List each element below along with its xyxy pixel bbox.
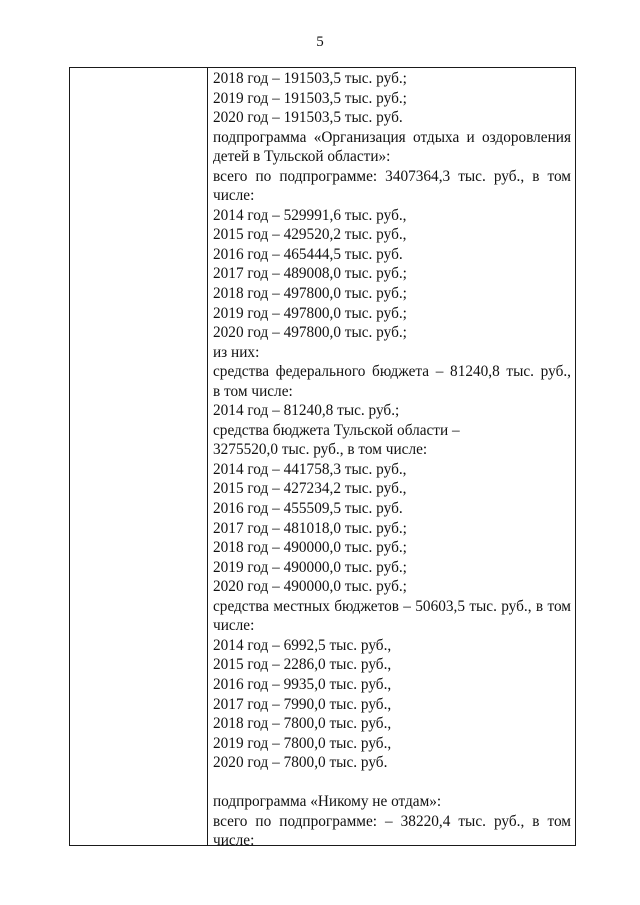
text-line: 2014 год – 529991,6 тыс. руб., [213,206,407,224]
text-line: 2017 год – 489008,0 тыс. руб.; [213,265,407,283]
text-line: в том числе: [213,382,293,400]
text-line: 2017 год – 7990,0 тыс. руб., [213,695,392,713]
blank-line [213,773,571,793]
text-line: всего по подпрограмме: 3407364,3 тыс. руб., в том [213,167,571,185]
text-line: 2020 год – 191503,5 тыс. руб. [213,109,403,127]
text-line: числе: [213,617,255,635]
text-line: 2018 год – 497800,0 тыс. руб.; [213,285,407,303]
text-line: 2018 год – 191503,5 тыс. руб.; [213,70,407,87]
text-line: подпрограмма «Никому не отдам»: [213,793,442,811]
text-line: 2015 год – 2286,0 тыс. руб., [213,656,392,674]
text-line: средства местных бюджетов – 50603,5 тыс. руб., в том [213,597,571,615]
text-line: 3275520,0 тыс. руб., в том числе: [213,441,428,459]
text-line: детей в Тульской области»: [213,148,391,166]
text-line: 2016 год – 9935,0 тыс. руб., [213,675,392,693]
page-number: 5 [316,34,324,50]
text-line: 2018 год – 490000,0 тыс. руб.; [213,539,407,557]
text-line: подпрограмма «Организация отдыха и оздоровления [213,128,571,146]
text-line: 2020 год – 7800,0 тыс. руб. [213,754,388,772]
text-line: числе: [213,187,255,205]
table-right-cell [208,68,575,851]
text-line: 2020 год – 490000,0 тыс. руб.; [213,578,407,596]
text-line: 2015 год – 429520,2 тыс. руб., [213,226,407,244]
text-line: 2015 год – 427234,2 тыс. руб., [213,480,407,498]
text-line: 2019 год – 497800,0 тыс. руб.; [213,304,407,322]
text-line: средства бюджета Тульской области – [213,421,460,439]
text-line: 2019 год – 490000,0 тыс. руб.; [213,558,407,576]
text-line: 2017 год – 481018,0 тыс. руб.; [213,519,407,537]
text-line: 2014 год – 81240,8 тыс. руб.; [213,402,400,420]
text-line: 2016 год – 465444,5 тыс. руб. [213,245,403,263]
text-line: средства федерального бюджета – 81240,8 тыс. руб., [213,363,571,381]
text-line: 2016 год – 455509,5 тыс. руб. [213,500,403,518]
text-line: 2014 год – 441758,3 тыс. руб., [213,460,407,478]
text-line: из них: [213,343,260,361]
text-line: 2014 год – 6992,5 тыс. руб., [213,636,392,654]
text-line: 2018 год – 7800,0 тыс. руб., [213,715,392,733]
text-line: 2020 год – 497800,0 тыс. руб.; [213,324,407,342]
document-table [69,67,576,850]
table-left-cell [70,68,208,845]
text-line: 2019 год – 7800,0 тыс. руб., [213,734,392,752]
text-line: числе: [213,832,255,850]
text-line: 2019 год – 191503,5 тыс. руб.; [213,89,407,107]
text-line: всего по подпрограмме: – 38220,4 тыс. руб., в том [213,812,571,830]
